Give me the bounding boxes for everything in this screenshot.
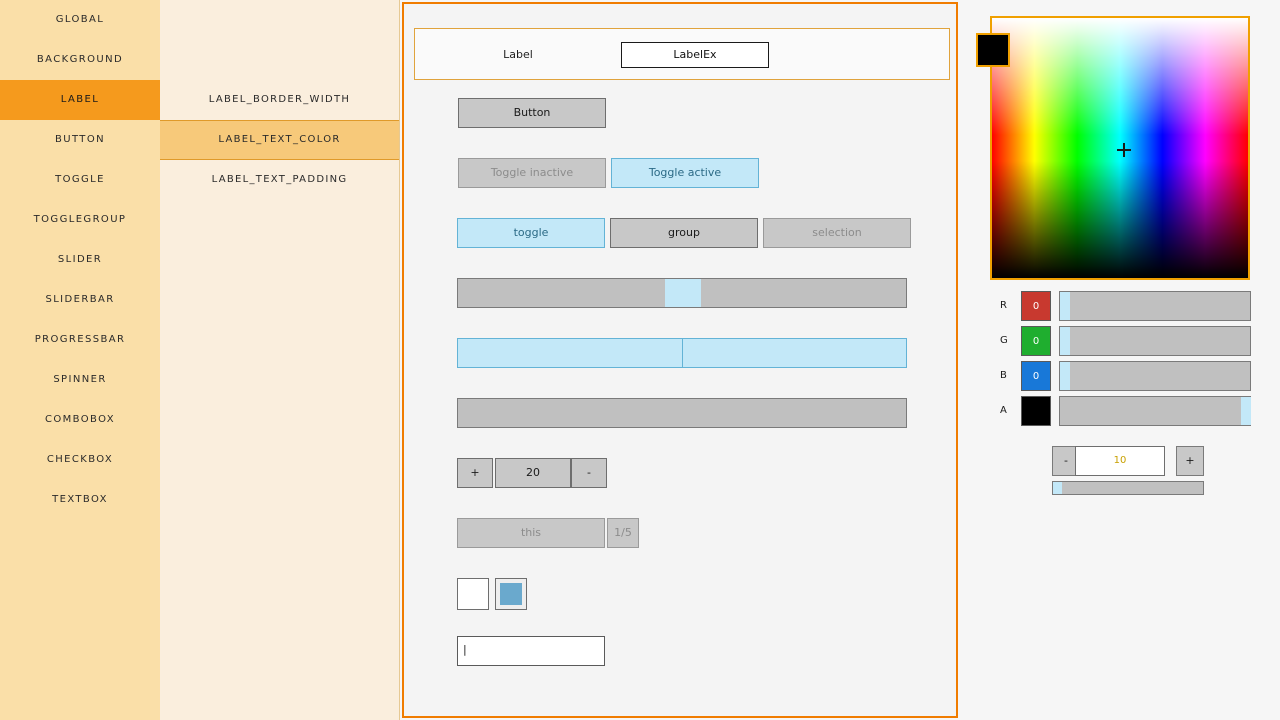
alpha-spinner [1052,446,1204,476]
sliderbar-divider [682,339,683,367]
property-item-label-text-padding[interactable]: LABEL_TEXT_PADDING [211,174,348,185]
alpha-spinner-value[interactable]: 10 [1075,446,1165,476]
checkbox-unchecked[interactable] [457,578,489,610]
channel-label-g: G [1000,335,1008,346]
label-preview-value[interactable]: LabelEx [621,42,769,68]
channel-slider-g[interactable] [1059,326,1251,356]
sidebar-item-spinner[interactable]: SPINNER [53,374,107,385]
property-list-spacer [160,0,399,80]
property-list [160,0,400,720]
channel-label-b: B [1000,370,1007,381]
sidebar-item-global[interactable]: GLOBAL [55,14,105,25]
sidebar-item-progressbar[interactable]: PROGRESSBAR [34,334,126,345]
channel-knob-b[interactable] [1060,362,1070,390]
preview-slider[interactable] [457,278,907,308]
property-item-label-text-color[interactable]: LABEL_TEXT_COLOR [160,120,399,160]
slider-knob[interactable] [665,279,701,307]
sidebar-item-sliderbar[interactable]: SLIDERBAR [45,294,115,305]
spinner-value[interactable]: 20 [495,458,571,488]
preview-toggle-inactive[interactable]: Toggle inactive [458,158,606,188]
channel-value-g[interactable]: 0 [1021,326,1051,356]
sidebar-item-slider[interactable]: SLIDER [57,254,103,265]
channel-label-a: A [1000,405,1007,416]
preview-button[interactable]: Button [458,98,606,128]
channel-slider-r[interactable] [1059,291,1251,321]
color-picker-panel[interactable] [990,16,1250,280]
sidebar-item-checkbox[interactable]: CHECKBOX [46,454,114,465]
channel-value-b[interactable]: 0 [1021,361,1051,391]
alpha-spinner-plus-button[interactable]: + [1176,446,1204,476]
preview-progressbar [457,398,907,428]
checkbox-checked[interactable] [495,578,527,610]
combobox-count[interactable]: 1/5 [607,518,639,548]
property-item-label-border-width[interactable]: LABEL_BORDER_WIDTH [208,94,351,105]
channel-value-a[interactable] [1021,396,1051,426]
sidebar-item-combobox[interactable]: COMBOBOX [44,414,115,425]
channel-slider-a[interactable] [1059,396,1251,426]
channel-knob-g[interactable] [1060,327,1070,355]
preview-toggle-active[interactable]: Toggle active [611,158,759,188]
label-preview-name: Label [503,48,533,61]
preview-sliderbar[interactable] [457,338,907,368]
sidebar-item-textbox[interactable]: TEXTBOX [52,494,108,505]
channel-knob-r[interactable] [1060,292,1070,320]
alpha-slider-knob[interactable] [1053,482,1062,494]
preview-togglegroup-item-0[interactable]: toggle [457,218,605,248]
category-sidebar [0,0,160,720]
textbox[interactable] [457,636,605,666]
sidebar-item-toggle[interactable]: TOGGLE [55,174,105,185]
channel-value-r[interactable]: 0 [1021,291,1051,321]
preview-togglegroup-item-2[interactable]: selection [763,218,911,248]
preview-panel [402,2,958,718]
color-swatch-preview[interactable] [976,33,1010,67]
alpha-spinner-minus-button[interactable]: - [1052,446,1080,476]
channel-slider-b[interactable] [1059,361,1251,391]
combobox-value[interactable]: this [457,518,605,548]
channel-label-r: R [1000,300,1007,311]
alpha-slider-bar[interactable] [1052,481,1204,495]
checkbox-check-mark [500,583,522,605]
spinner-plus-button[interactable]: + [457,458,493,488]
sidebar-item-togglegroup[interactable]: TOGGLEGROUP [33,214,127,225]
label-preview-row [414,28,950,80]
saturation-value-area[interactable] [992,18,1248,278]
sidebar-item-background[interactable]: BACKGROUND [36,54,124,65]
channel-knob-a[interactable] [1241,397,1251,425]
spinner-minus-button[interactable]: - [571,458,607,488]
sidebar-item-button[interactable]: BUTTON [55,134,105,145]
textbox-caret: | [463,643,467,656]
preview-togglegroup-item-1[interactable]: group [610,218,758,248]
sidebar-item-label[interactable]: LABEL [0,80,160,120]
